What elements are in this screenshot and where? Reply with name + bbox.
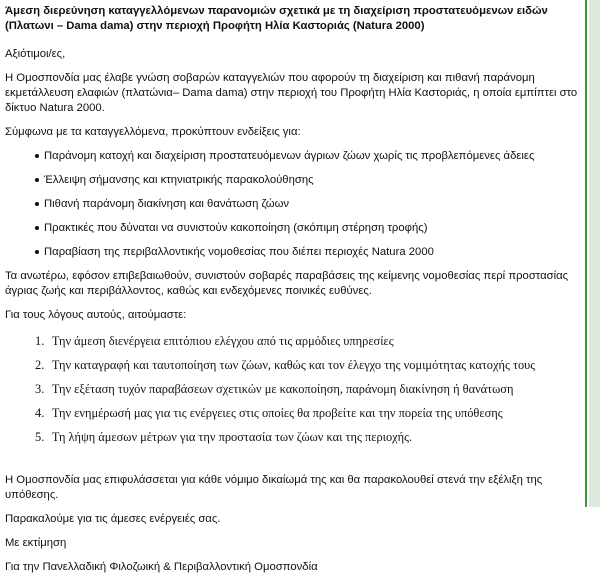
list-item [35, 406, 584, 421]
item-number: 2. [35, 358, 45, 372]
item-text: Τη λήψη άμεσων μέτρων για την προστασία των ζώων και της περιοχής. [51, 430, 413, 444]
request-paragraph: Παρακαλούμε για τις άμεσες ενέργειές σας. [5, 513, 221, 525]
item-number: 5. [35, 430, 45, 444]
signature-line: Για την Πανελλαδική Φιλοζωική & Περιβαλλοντική Ομοσπονδία [5, 561, 318, 573]
item-number: 4. [35, 406, 45, 420]
demands-intro: Για τους λόγους αυτούς, αιτούμαστε: [5, 309, 187, 321]
item-number: 3. [35, 382, 45, 396]
reservation-paragraph: Η Ομοσπονδία μας επιφυλάσσεται για κάθε νόμιμο δικαίωμά της και θα παρακολουθεί στενά την εξέλιξη της υπόθεσης. [5, 474, 543, 501]
list-item: Πρακτικές που δύναται να συνιστούν κακοποίηση (σκόπιμη στέρηση τροφής) [35, 221, 584, 236]
list-item [35, 430, 584, 445]
list-item: Πιθανή παράνομη διακίνηση και θανάτωση ζώων [35, 197, 584, 212]
item-text: Την εξέταση τυχόν παραβάσεων σχετικών με κακοποίηση, παράνομη διακίνηση ή θανάτωση [51, 382, 514, 396]
closing-line: Με εκτίμηση [5, 537, 67, 549]
list-item: Έλλειψη σήμανσης και κτηνιατρικής παρακολούθησης [35, 173, 584, 188]
intro-paragraph: Η Ομοσπονδία μας έλαβε γνώση σοβαρών καταγγελιών που αφορούν τη διαχείριση και πιθανή παράνομη εκμετάλλευση ελαφιών (πλατώνια– Dama dama) στην περιοχή του Προφήτη Ηλία Καστοριάς, η οποία εμπίπτει στο δίκτυο Natura 2000. [5, 72, 578, 114]
greeting: Αξιότιμοι/ες, [5, 48, 66, 60]
scrollbar-track[interactable] [589, 0, 600, 507]
list-item: Παραβίαση της περιβαλλοντικής νομοθεσίας που διέπει περιοχές Natura 2000 [35, 245, 584, 260]
item-text: Την καταγραφή και ταυτοποίηση των ζώων, καθώς και τον έλεγχο της νομιμότητας κατοχής τους [51, 358, 536, 372]
item-text: Την ενημέρωσή μας για τις ενέργειες στις οποίες θα προβείτε και την πορεία της υπόθεσης [51, 406, 503, 420]
list-item [35, 334, 584, 349]
list-item [35, 382, 584, 397]
letter-title: Άμεση διερεύνηση καταγγελλόμενων παρανομιών σχετικά με τη διαχείριση προστατευόμενων ειδών (Πλατωνι – Dama dama) στην περιοχή Προφήτη Ηλία Καστοριάς (Natura 2000) [5, 5, 548, 32]
list-item: Παράνομη κατοχή και διαχείριση προστατευόμενων άγριων ζώων χωρίς τις προβλεπόμενες άδειες [35, 149, 584, 164]
item-text: Την άμεση διενέργεια επιτόπιου ελέγχου από τις αρμόδιες υπηρεσίες [51, 334, 394, 348]
item-number: 1. [35, 334, 45, 348]
letter-body [5, 4, 584, 584]
list-item [35, 358, 584, 373]
indications-list [5, 149, 584, 260]
assessment-paragraph: Τα ανωτέρω, εφόσον επιβεβαιωθούν, συνιστούν σοβαρές παραβάσεις της κείμενης νομοθεσίας περί προστασίας άγριας ζωής και περιβάλλοντος, καθώς και ενδεχόμενες ποινικές ευθύνες. [5, 270, 569, 297]
demands-list [5, 334, 584, 445]
indications-intro: Σύμφωνα με τα καταγγελλόμενα, προκύπτουν ενδείξεις για: [5, 126, 301, 138]
